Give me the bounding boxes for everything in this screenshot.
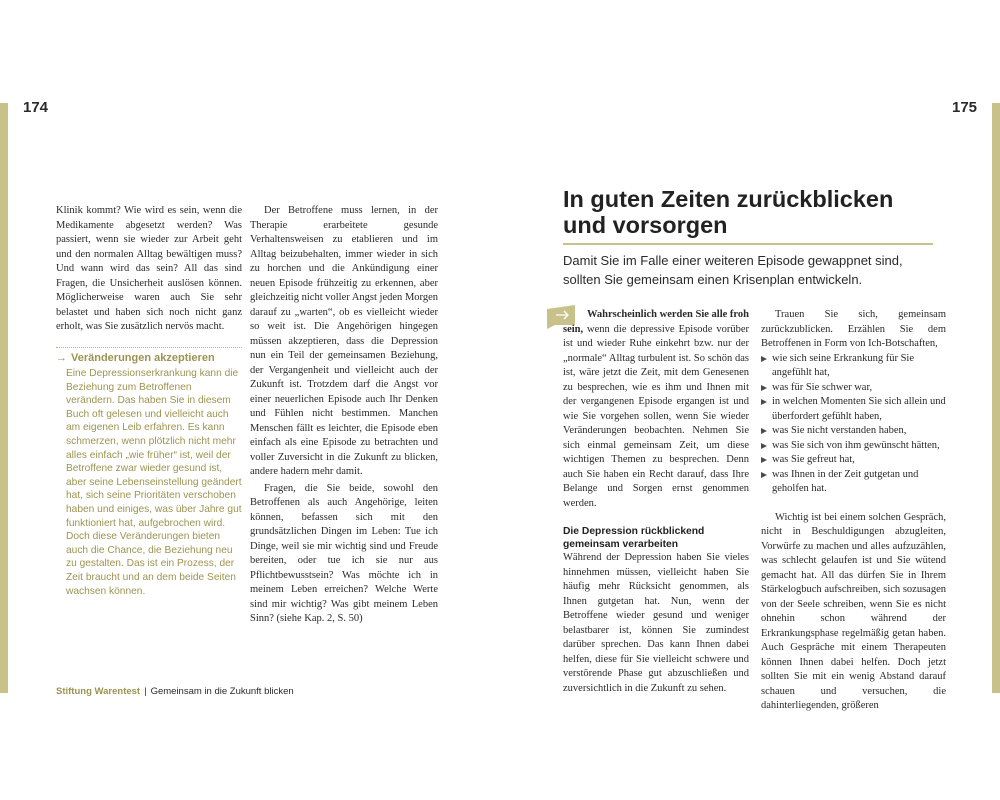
paragraph: Wichtig ist bei einem solchen Gespräch, nicht in Beschuldigungen abzugleiten, Vorwürfe zu machen und alles aufzuzählen, was schlecht gelaufen ist und Sie wütend gemacht hat. All das dürfen Sie in Ihrem Stärkelogbuch aufschreiben, sich sozusagen von der Seele schreiben, wenn Sie es nicht ohnehin schon während der Erkrankungsphase regelmäßig getan haben. Auch Gespräche mit einem Therapeuten können Ihnen dabei helfen. Doch jetzt sollten Sie mit ein wenig Abstand darauf schauen und versuchen, die dahinterliegenden, größeren [761, 511, 946, 711]
triangle-bullet-icon [761, 457, 767, 463]
list-item: was Ihnen in der Zeit gutgetan und geholfen hat. [761, 468, 946, 497]
paragraph: Trauen Sie sich, gemeinsam zurückzublicken. Erzählen Sie dem Betroffenen in Form von Ich-Botschaften, [761, 309, 946, 349]
running-footer [56, 686, 294, 697]
right-column-1 [563, 308, 749, 696]
paragraph-rest: wenn die depressive Episode vorüber ist und wieder Ruhe einkehrt bzw. nur der „normale“ Alltag turbulent ist. So schön das ist, wäre jetzt die Zeit, mit dem Genesenen zu besprechen, wie es ihm und Ihnen mit der vergangenen Episode ergangen ist und wie Sie vorgehen sollen, wenn Sie wieder Veränderungen beobachten. Nehmen Sie sich einmal gemeinsam Zeit, um diese wichtigen Themen zu besprechen. Denn auch Sie haben ein Recht darauf, dass Ihre Belange und Sorgen ernst genommen werden. [563, 323, 749, 509]
page-number-right: 175 [952, 99, 978, 116]
info-box-text: Eine Depressionserkrankung kann die Beziehung zum Betroffenen verändern. Das haben Sie in diesem Buch oft gelesen und vielleicht auch am eigenen Leib erfahren. Es kann schmerzen, wenn plötzlich nicht mehr alles einfach „wie früher“ ist, weil der Betroffene zwar wieder gesund ist, aber seine Lebenseinstellung geändert hat, sich seine Prioritäten verschoben haben und einiges, was über Jahre gut funktioniert hat, aufgebrochen wird. Doch diese Veränderungen bieten auch die Chance, die Beziehung neu zu gestalten. Das ist ein Prozess, der Zeit braucht und an dem beide Seiten wachsen können. [66, 368, 242, 597]
bullet-list [761, 352, 946, 497]
left-column-1 [56, 204, 242, 598]
list-item: was Sie sich von ihm gewünscht hätten, [761, 439, 946, 454]
left-column-2 [250, 204, 438, 627]
title-underline [563, 243, 933, 245]
footer-brand: Stiftung Warentest [56, 686, 141, 697]
paragraph: Klinik kommt? Wie wird es sein, wenn die Medikamente abgesetzt werden? Was passiert, wenn sie wieder zur Arbeit geht und den normalen Alltag bewältigen muss? Und wann wird das sein? All das sind Fragen, die Unsicherheit auslösen können. Möglicherweise waren auch Sie sehr belastet und haben sich noch nicht ganz erholt, was Sie zusätzlich nervös macht. [56, 205, 242, 332]
arrow-right-icon: → [56, 351, 67, 364]
paragraph [563, 308, 749, 511]
triangle-bullet-icon [761, 399, 767, 405]
lead-paragraph: Damit Sie im Falle einer weiteren Episode gewappnet sind, sollten Sie gemeinsam einen Krisenplan entwickeln. [563, 253, 903, 287]
page-number-left: 174 [23, 99, 49, 116]
left-page-edge-bar [0, 103, 8, 693]
info-box-title: Veränderungen akzeptieren [71, 351, 215, 364]
triangle-bullet-icon [761, 385, 767, 391]
chapter-title: In guten Zeiten zurückblicken und vorsorgen [563, 186, 894, 238]
subheading: Die Depression rückblickend gemeinsam verarbeiten [563, 526, 705, 550]
list-item: was Sie gefreut hat, [761, 453, 946, 468]
footer-title: Gemeinsam in die Zukunft blicken [150, 686, 294, 697]
triangle-bullet-icon [761, 428, 767, 434]
right-page-edge-bar [992, 103, 1000, 693]
info-box-heading [56, 347, 242, 366]
paragraph: Während der Depression haben Sie vieles hinnehmen müssen, vielleicht haben Sie häufig mehr Rücksicht genommen, als Ihnen gutgetan hat. Nun, wenn der Betroffene wieder gesund und weniger belastbarer ist, können Sie zumindest darüber sprechen. Das kann Ihnen dabei helfen, diese für Sie vielleicht schwere und verstörende Phase gut abzuschließen und zuversichtlich in die Zukunft zu sehen. [563, 552, 749, 694]
list-item: in welchen Momenten Sie sich allein und überfordert gefühlt haben, [761, 395, 946, 424]
list-item: wie sich seine Erkrankung für Sie angefühlt hat, [761, 352, 946, 381]
list-item: was Sie nicht verstanden haben, [761, 424, 946, 439]
lead-in-bold: Wahrscheinlich werden Sie alle froh sein, [563, 309, 749, 335]
paragraph: Fragen, die Sie beide, sowohl den Betroffenen als auch Angehörige, leiten können, befassen sich mit den grundsätzlichen Dingen im Leben: Tue ich Dinge, weil sie mir wichtig sind und Freude bereiten, oder tue ich sie nur aus Pflichtbewusstsein? Was möchte ich in meinem Leben erreichen? Welche Werte sind mir wichtig? Was gibt meinem Leben Sinn? (siehe Kap. 2, S. 50) [250, 482, 438, 624]
paragraph: Der Betroffene muss lernen, in der Therapie erarbeitete gesunde Verhaltensweisen zu etablieren und im Alltag beizubehalten, immer wieder in sich zu horchen und die Ankündigung einer neuen Episode frühzeitig zu erkennen, aber gleichzeitig nicht voller Angst jeden Morgen darauf zu „warten“, ob es vielleicht wieder so weit ist. Die Angehörigen hingegen müssen akzeptieren, dass die Depression nun ein Teil der gemeinsamen Beziehung, der Vergangenheit und vielleicht auch der Zukunft ist. Trotzdem darf die Angst vor einer neuerlichen Episode auch Ihr Denken und Fühlen nicht bestimmen. Manchen Menschen fällt es leichter, die Episode eben einfach als eine Episode zu betrachten und voller Zuversicht in die Zukunft zu blicken, andere hadern mehr damit. [250, 205, 438, 477]
footer-separator: | [144, 686, 147, 697]
triangle-bullet-icon [761, 443, 767, 449]
triangle-bullet-icon [761, 472, 767, 478]
triangle-bullet-icon [761, 356, 767, 362]
right-column-2 [761, 308, 946, 714]
list-item: was für Sie schwer war, [761, 381, 946, 396]
